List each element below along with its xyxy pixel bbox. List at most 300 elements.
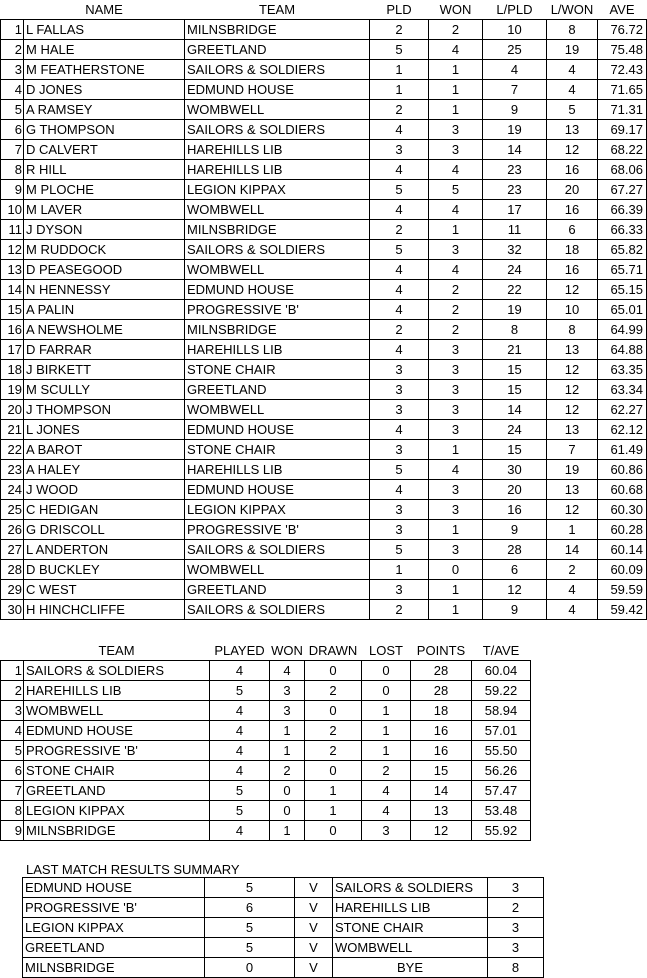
lwon-cell: 20 bbox=[547, 180, 598, 200]
lpld-cell: 17 bbox=[483, 200, 547, 220]
won-cell: 4 bbox=[270, 661, 305, 681]
points-cell: 28 bbox=[411, 661, 472, 681]
won-cell: 3 bbox=[429, 480, 483, 500]
pld-cell: 3 bbox=[370, 580, 429, 600]
rank-cell: 14 bbox=[1, 280, 24, 300]
away-team-cell: HAREHILLS LIB bbox=[333, 898, 488, 918]
team-name-cell: WOMBWELL bbox=[185, 560, 370, 580]
player-row bbox=[1, 520, 647, 540]
lpld-cell: 12 bbox=[483, 580, 547, 600]
ave-cell: 60.14 bbox=[598, 540, 647, 560]
team-name-cell: MILNSBRIDGE bbox=[185, 320, 370, 340]
played-cell: 5 bbox=[210, 681, 270, 701]
ave-cell: 64.99 bbox=[598, 320, 647, 340]
lwon-cell: 13 bbox=[547, 420, 598, 440]
team-rank-cell: 5 bbox=[1, 741, 24, 761]
won-cell: 2 bbox=[429, 20, 483, 40]
tave-cell: 55.50 bbox=[472, 741, 531, 761]
team-name-cell: STONE CHAIR bbox=[185, 440, 370, 460]
ave-cell: 60.86 bbox=[598, 460, 647, 480]
lwon-cell: 2 bbox=[547, 560, 598, 580]
pld-cell: 3 bbox=[370, 500, 429, 520]
away-team-cell: WOMBWELL bbox=[333, 938, 488, 958]
pld-cell: 5 bbox=[370, 540, 429, 560]
ave-cell: 67.27 bbox=[598, 180, 647, 200]
won-cell: 1 bbox=[429, 520, 483, 540]
away-score-cell: 3 bbox=[488, 918, 544, 938]
away-score-cell: 8 bbox=[488, 958, 544, 978]
rank-cell: 27 bbox=[1, 540, 24, 560]
player-name-cell: C WEST bbox=[24, 580, 185, 600]
won-cell: 0 bbox=[270, 781, 305, 801]
lwon-cell: 10 bbox=[547, 300, 598, 320]
team-name-cell: MILNSBRIDGE bbox=[24, 821, 210, 841]
ave-cell: 60.30 bbox=[598, 500, 647, 520]
lwon-cell: 16 bbox=[547, 160, 598, 180]
versus-cell: V bbox=[295, 938, 333, 958]
lpld-cell: 28 bbox=[483, 540, 547, 560]
lwon-cell: 8 bbox=[547, 320, 598, 340]
rank-cell: 24 bbox=[1, 480, 24, 500]
team-rank-cell: 3 bbox=[1, 701, 24, 721]
won-cell: 4 bbox=[429, 160, 483, 180]
ave-cell: 65.82 bbox=[598, 240, 647, 260]
drawn-cell: 1 bbox=[305, 781, 362, 801]
team-name-cell: SAILORS & SOLDIERS bbox=[24, 661, 210, 681]
lost-cell: 3 bbox=[362, 821, 411, 841]
won-cell: 2 bbox=[270, 761, 305, 781]
pld-cell: 1 bbox=[370, 560, 429, 580]
team-rank-cell: 7 bbox=[1, 781, 24, 801]
rank-cell: 19 bbox=[1, 380, 24, 400]
pld-cell: 4 bbox=[370, 160, 429, 180]
rank-cell: 13 bbox=[1, 260, 24, 280]
lpld-cell: 15 bbox=[483, 360, 547, 380]
lwon-cell: 12 bbox=[547, 280, 598, 300]
player-row bbox=[1, 280, 647, 300]
played-cell: 4 bbox=[210, 761, 270, 781]
pld-cell: 3 bbox=[370, 380, 429, 400]
tave-cell: 60.04 bbox=[472, 661, 531, 681]
ave-cell: 72.43 bbox=[598, 60, 647, 80]
pld-cell: 1 bbox=[370, 60, 429, 80]
result-row bbox=[23, 898, 544, 918]
team-rank-cell: 9 bbox=[1, 821, 24, 841]
rank-cell: 16 bbox=[1, 320, 24, 340]
home-team-cell: LEGION KIPPAX bbox=[23, 918, 205, 938]
team-row bbox=[1, 681, 531, 701]
points-cell: 16 bbox=[411, 741, 472, 761]
lwon-cell: 13 bbox=[547, 340, 598, 360]
rank-cell: 18 bbox=[1, 360, 24, 380]
points-cell: 28 bbox=[411, 681, 472, 701]
ave-cell: 60.28 bbox=[598, 520, 647, 540]
won-cell: 3 bbox=[429, 360, 483, 380]
drawn-cell: 0 bbox=[305, 701, 362, 721]
match-results-table bbox=[22, 877, 544, 978]
player-name-cell: M SCULLY bbox=[24, 380, 185, 400]
pld-cell: 4 bbox=[370, 260, 429, 280]
away-team-cell: SAILORS & SOLDIERS bbox=[333, 878, 488, 898]
lwon-cell: 16 bbox=[547, 200, 598, 220]
player-row bbox=[1, 60, 647, 80]
lpld-cell: 30 bbox=[483, 460, 547, 480]
result-row bbox=[23, 918, 544, 938]
pld-cell: 4 bbox=[370, 280, 429, 300]
lwon-cell: 13 bbox=[547, 480, 598, 500]
lpld-cell: 19 bbox=[483, 300, 547, 320]
player-row bbox=[1, 260, 647, 280]
won-cell: 1 bbox=[429, 100, 483, 120]
lwon-cell: 19 bbox=[547, 460, 598, 480]
lpld-cell: 11 bbox=[483, 220, 547, 240]
rank-header bbox=[1, 0, 24, 20]
lpld-cell: 32 bbox=[483, 240, 547, 260]
drawn-cell: 2 bbox=[305, 741, 362, 761]
team-name-cell: LEGION KIPPAX bbox=[24, 801, 210, 821]
player-rows bbox=[1, 20, 647, 620]
team-name-cell: EDMUND HOUSE bbox=[185, 420, 370, 440]
team-row bbox=[1, 721, 531, 741]
player-name-cell: A PALIN bbox=[24, 300, 185, 320]
lpld-cell: 24 bbox=[483, 260, 547, 280]
ave-cell: 61.49 bbox=[598, 440, 647, 460]
team-name-cell: GREETLAND bbox=[24, 781, 210, 801]
lpld-cell: 9 bbox=[483, 600, 547, 620]
played-cell: 4 bbox=[210, 661, 270, 681]
lpld-cell: 19 bbox=[483, 120, 547, 140]
team-rank-header bbox=[1, 641, 24, 661]
rank-cell: 21 bbox=[1, 420, 24, 440]
lpld-cell: 10 bbox=[483, 20, 547, 40]
team-rank-cell: 4 bbox=[1, 721, 24, 741]
lwon-header: L/WON bbox=[550, 2, 594, 17]
pld-cell: 1 bbox=[370, 80, 429, 100]
team-row bbox=[1, 821, 531, 841]
team-name-cell: MILNSBRIDGE bbox=[185, 20, 370, 40]
lpld-cell: 4 bbox=[483, 60, 547, 80]
won-cell: 3 bbox=[429, 400, 483, 420]
ave-cell: 60.68 bbox=[598, 480, 647, 500]
ave-cell: 69.17 bbox=[598, 120, 647, 140]
team-row bbox=[1, 781, 531, 801]
team-row bbox=[1, 741, 531, 761]
player-row bbox=[1, 380, 647, 400]
home-team-cell: GREETLAND bbox=[23, 938, 205, 958]
points-cell: 14 bbox=[411, 781, 472, 801]
lost-cell: 1 bbox=[362, 721, 411, 741]
rank-cell: 11 bbox=[1, 220, 24, 240]
lwon-cell: 6 bbox=[547, 220, 598, 240]
lost-cell: 4 bbox=[362, 801, 411, 821]
points-cell: 12 bbox=[411, 821, 472, 841]
team-name-cell: HAREHILLS LIB bbox=[185, 160, 370, 180]
player-row bbox=[1, 200, 647, 220]
team-name-cell: LEGION KIPPAX bbox=[185, 180, 370, 200]
pld-cell: 4 bbox=[370, 120, 429, 140]
points-cell: 18 bbox=[411, 701, 472, 721]
player-name-cell: A RAMSEY bbox=[24, 100, 185, 120]
lwon-cell: 7 bbox=[547, 440, 598, 460]
player-row bbox=[1, 240, 647, 260]
points-cell: 16 bbox=[411, 721, 472, 741]
won-header: WON bbox=[439, 2, 472, 17]
pld-cell: 2 bbox=[370, 100, 429, 120]
won-cell: 1 bbox=[429, 220, 483, 240]
pld-cell: 2 bbox=[370, 220, 429, 240]
rank-cell: 29 bbox=[1, 580, 24, 600]
team-name-cell: GREETLAND bbox=[185, 40, 370, 60]
lpld-cell: 20 bbox=[483, 480, 547, 500]
player-name-cell: G DRISCOLL bbox=[24, 520, 185, 540]
points-cell: 13 bbox=[411, 801, 472, 821]
player-name-cell: J WOOD bbox=[24, 480, 185, 500]
lpld-cell: 23 bbox=[483, 160, 547, 180]
ave-cell: 60.09 bbox=[598, 560, 647, 580]
ave-cell: 66.33 bbox=[598, 220, 647, 240]
lwon-cell: 4 bbox=[547, 80, 598, 100]
player-row bbox=[1, 100, 647, 120]
team-name-cell: SAILORS & SOLDIERS bbox=[185, 120, 370, 140]
rank-cell: 2 bbox=[1, 40, 24, 60]
pld-cell: 3 bbox=[370, 440, 429, 460]
drawn-cell: 2 bbox=[305, 681, 362, 701]
player-name-cell: A HALEY bbox=[24, 460, 185, 480]
player-row bbox=[1, 160, 647, 180]
pld-cell: 2 bbox=[370, 20, 429, 40]
player-name-cell: N HENNESSY bbox=[24, 280, 185, 300]
played-cell: 4 bbox=[210, 701, 270, 721]
lost-cell: 0 bbox=[362, 681, 411, 701]
lwon-cell: 12 bbox=[547, 380, 598, 400]
ave-cell: 68.06 bbox=[598, 160, 647, 180]
ave-cell: 63.34 bbox=[598, 380, 647, 400]
drawn-cell: 0 bbox=[305, 821, 362, 841]
lpld-cell: 16 bbox=[483, 500, 547, 520]
rank-cell: 17 bbox=[1, 340, 24, 360]
lpld-cell: 21 bbox=[483, 340, 547, 360]
won-cell: 2 bbox=[429, 280, 483, 300]
tave-cell: 53.48 bbox=[472, 801, 531, 821]
team-name-cell: HAREHILLS LIB bbox=[185, 460, 370, 480]
team-row bbox=[1, 801, 531, 821]
team-name-cell: WOMBWELL bbox=[185, 400, 370, 420]
player-name-cell: J THOMPSON bbox=[24, 400, 185, 420]
team-row bbox=[1, 761, 531, 781]
rank-cell: 10 bbox=[1, 200, 24, 220]
rank-cell: 12 bbox=[1, 240, 24, 260]
played-cell: 4 bbox=[210, 741, 270, 761]
lpld-cell: 14 bbox=[483, 140, 547, 160]
result-row bbox=[23, 878, 544, 898]
team-name-cell: LEGION KIPPAX bbox=[185, 500, 370, 520]
player-name-cell: M PLOCHE bbox=[24, 180, 185, 200]
won-cell: 3 bbox=[429, 240, 483, 260]
lwon-cell: 4 bbox=[547, 60, 598, 80]
ave-cell: 62.27 bbox=[598, 400, 647, 420]
player-name-cell: H HINCHCLIFFE bbox=[24, 600, 185, 620]
won-cell: 1 bbox=[270, 821, 305, 841]
rank-cell: 28 bbox=[1, 560, 24, 580]
drawn-cell: 1 bbox=[305, 801, 362, 821]
team-name-cell: EDMUND HOUSE bbox=[24, 721, 210, 741]
player-name-cell: M RUDDOCK bbox=[24, 240, 185, 260]
away-score-cell: 2 bbox=[488, 898, 544, 918]
player-row bbox=[1, 300, 647, 320]
won-cell: 3 bbox=[429, 500, 483, 520]
team-header: TEAM bbox=[258, 2, 296, 17]
pld-cell: 3 bbox=[370, 520, 429, 540]
ave-cell: 65.71 bbox=[598, 260, 647, 280]
pld-cell: 5 bbox=[370, 40, 429, 60]
ave-cell: 71.31 bbox=[598, 100, 647, 120]
player-row bbox=[1, 580, 647, 600]
lost-header: LOST bbox=[369, 643, 403, 658]
player-name-cell: M HALE bbox=[24, 40, 185, 60]
name-header: NAME bbox=[85, 2, 123, 17]
won-cell: 4 bbox=[429, 200, 483, 220]
pld-cell: 5 bbox=[370, 180, 429, 200]
rank-cell: 20 bbox=[1, 400, 24, 420]
lost-cell: 2 bbox=[362, 761, 411, 781]
ave-cell: 59.59 bbox=[598, 580, 647, 600]
home-score-cell: 5 bbox=[205, 938, 295, 958]
result-row bbox=[23, 958, 544, 978]
player-header-row bbox=[1, 0, 647, 20]
pld-cell: 4 bbox=[370, 480, 429, 500]
won-cell: 4 bbox=[429, 260, 483, 280]
rank-cell: 23 bbox=[1, 460, 24, 480]
rank-cell: 15 bbox=[1, 300, 24, 320]
team-rank-cell: 1 bbox=[1, 661, 24, 681]
pld-cell: 4 bbox=[370, 340, 429, 360]
drawn-cell: 0 bbox=[305, 661, 362, 681]
team-won-header: WON bbox=[271, 643, 303, 658]
ave-cell: 66.39 bbox=[598, 200, 647, 220]
rank-cell: 6 bbox=[1, 120, 24, 140]
lost-cell: 1 bbox=[362, 741, 411, 761]
player-row bbox=[1, 20, 647, 40]
team-name-cell: EDMUND HOUSE bbox=[185, 280, 370, 300]
lwon-cell: 12 bbox=[547, 400, 598, 420]
lpld-cell: 23 bbox=[483, 180, 547, 200]
team-name-cell: WOMBWELL bbox=[185, 200, 370, 220]
rank-cell: 4 bbox=[1, 80, 24, 100]
lost-cell: 4 bbox=[362, 781, 411, 801]
pld-cell: 2 bbox=[370, 600, 429, 620]
points-header: POINTS bbox=[416, 643, 466, 658]
player-name-cell: J BIRKETT bbox=[24, 360, 185, 380]
ave-cell: 65.15 bbox=[598, 280, 647, 300]
player-row bbox=[1, 140, 647, 160]
player-name-cell: M LAVER bbox=[24, 200, 185, 220]
lwon-cell: 5 bbox=[547, 100, 598, 120]
won-cell: 3 bbox=[270, 701, 305, 721]
home-score-cell: 5 bbox=[205, 918, 295, 938]
lwon-cell: 4 bbox=[547, 600, 598, 620]
won-cell: 3 bbox=[429, 540, 483, 560]
player-name-cell: G THOMPSON bbox=[24, 120, 185, 140]
team-name-cell: PROGRESSIVE 'B' bbox=[24, 741, 210, 761]
won-cell: 3 bbox=[429, 380, 483, 400]
player-name-cell: D FARRAR bbox=[24, 340, 185, 360]
versus-cell: V bbox=[295, 918, 333, 938]
team-name-cell: WOMBWELL bbox=[185, 260, 370, 280]
result-row bbox=[23, 938, 544, 958]
team-row bbox=[1, 661, 531, 681]
player-row bbox=[1, 180, 647, 200]
rank-cell: 8 bbox=[1, 160, 24, 180]
pld-header: PLD bbox=[386, 2, 412, 17]
tave-cell: 59.22 bbox=[472, 681, 531, 701]
team-name-cell: HAREHILLS LIB bbox=[24, 681, 210, 701]
tave-cell: 57.47 bbox=[472, 781, 531, 801]
pld-cell: 3 bbox=[370, 140, 429, 160]
rank-cell: 3 bbox=[1, 60, 24, 80]
lpld-cell: 7 bbox=[483, 80, 547, 100]
results-title: LAST MATCH RESULTS SUMMARY bbox=[26, 862, 240, 877]
versus-cell: V bbox=[295, 878, 333, 898]
team-name-cell: GREETLAND bbox=[185, 580, 370, 600]
won-cell: 3 bbox=[270, 681, 305, 701]
lwon-cell: 14 bbox=[547, 540, 598, 560]
played-cell: 4 bbox=[210, 721, 270, 741]
won-cell: 3 bbox=[429, 120, 483, 140]
won-cell: 3 bbox=[429, 140, 483, 160]
tave-cell: 56.26 bbox=[472, 761, 531, 781]
lwon-cell: 18 bbox=[547, 240, 598, 260]
team-name-cell: EDMUND HOUSE bbox=[185, 80, 370, 100]
lwon-cell: 1 bbox=[547, 520, 598, 540]
player-name-cell: L JONES bbox=[24, 420, 185, 440]
team-name-cell: MILNSBRIDGE bbox=[185, 220, 370, 240]
tave-cell: 57.01 bbox=[472, 721, 531, 741]
tave-cell: 55.92 bbox=[472, 821, 531, 841]
away-score-cell: 3 bbox=[488, 878, 544, 898]
drawn-cell: 0 bbox=[305, 761, 362, 781]
tave-cell: 58.94 bbox=[472, 701, 531, 721]
player-row bbox=[1, 220, 647, 240]
rank-cell: 25 bbox=[1, 500, 24, 520]
won-cell: 1 bbox=[270, 721, 305, 741]
pld-cell: 5 bbox=[370, 240, 429, 260]
rank-cell: 30 bbox=[1, 600, 24, 620]
lost-cell: 0 bbox=[362, 661, 411, 681]
home-team-cell: MILNSBRIDGE bbox=[23, 958, 205, 978]
lwon-cell: 8 bbox=[547, 20, 598, 40]
won-cell: 5 bbox=[429, 180, 483, 200]
player-row bbox=[1, 80, 647, 100]
won-cell: 3 bbox=[429, 420, 483, 440]
drawn-cell: 2 bbox=[305, 721, 362, 741]
player-row bbox=[1, 540, 647, 560]
team-rank-cell: 2 bbox=[1, 681, 24, 701]
pld-cell: 5 bbox=[370, 460, 429, 480]
team-name-cell: PROGRESSIVE 'B' bbox=[185, 300, 370, 320]
lpld-cell: 14 bbox=[483, 400, 547, 420]
player-name-cell: D JONES bbox=[24, 80, 185, 100]
away-team-cell: BYE bbox=[333, 958, 488, 978]
player-row bbox=[1, 500, 647, 520]
team-standings-table bbox=[0, 641, 531, 841]
team-name-cell: PROGRESSIVE 'B' bbox=[185, 520, 370, 540]
ave-cell: 71.65 bbox=[598, 80, 647, 100]
points-cell: 15 bbox=[411, 761, 472, 781]
ave-cell: 63.35 bbox=[598, 360, 647, 380]
team-name-cell: EDMUND HOUSE bbox=[185, 480, 370, 500]
team-name-cell: WOMBWELL bbox=[185, 100, 370, 120]
ave-cell: 64.88 bbox=[598, 340, 647, 360]
